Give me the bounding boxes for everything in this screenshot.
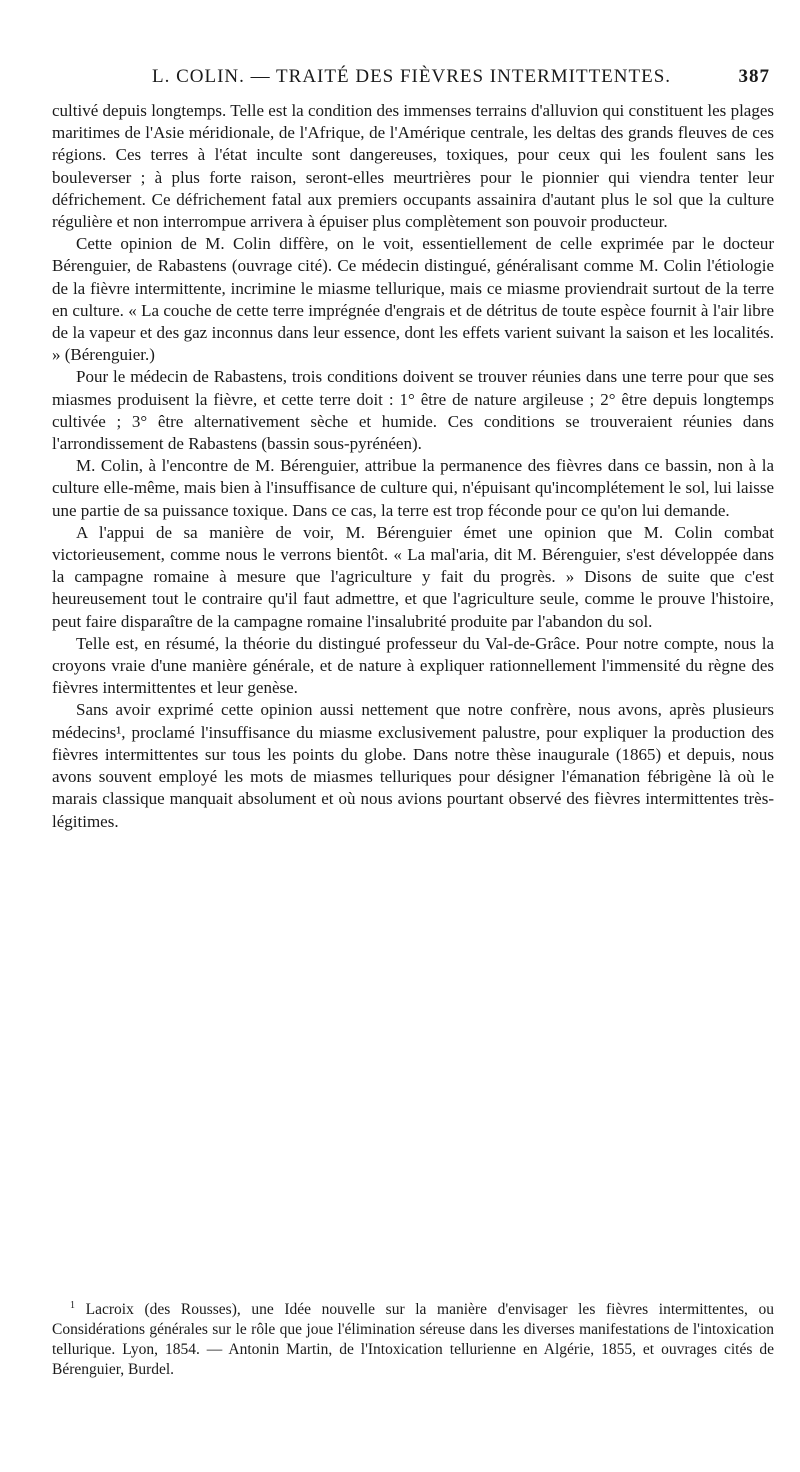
paragraph-3: Pour le médecin de Rabastens, trois conditions doivent se trouver réunies dans une terre pour que ses miasmes produisent la fièvre, et cette terre doit : 1° être de nature argileuse ; 2° être depuis longtemps cultivée ; 3° être alternativement sèche et humide. Ces conditions se trouveraient réunies dans l'arrondissement de Rabastens (bassin sous-pyrénéen). — [52, 367, 774, 454]
page-number: 387 — [738, 66, 770, 87]
footnote-paragraph — [52, 1296, 774, 1380]
footnote-text: Lacroix (des Rousses), une Idée nouvelle sur la manière d'envisager les fièvres intermittentes, ou Considérations générales sur le rôle que joue l'élimination séreuse dans les diverses manifestations de l'intoxication tellurique. Lyon, 1854. — Antonin Martin, de l'Intoxication tellurienne en Algérie, 1855, et ouvrages cités de Bérenguier, Burdel. — [52, 1301, 774, 1379]
running-header — [112, 66, 770, 96]
paragraph-6: Telle est, en résumé, la théorie du distingué professeur du Val-de-Grâce. Pour notre compte, nous la croyons vraie d'une manière générale, et de nature à expliquer rationnellement l'immensité du règne des fièvres intermittentes et leur genèse. — [52, 633, 774, 698]
paragraph-1: cultivé depuis longtemps. Telle est la condition des immenses terrains d'alluvion qui constituent les plages maritimes de l'Asie méridionale, de l'Afrique, de l'Amérique centrale, les deltas des grands fleuves de ces régions. Ces terres à l'état inculte sont dangereuses, toxiques, pour ceux qui les foulent sans les bouleverser ; à plus forte raison, seront-elles meurtrières pour le pionnier qui viendra tenter leur défrichement. Ce défrichement fatal aux premiers occupants assainira d'autant plus le sol que la culture régulière et non interrompue arrivera à épuiser plus complètement son pouvoir producteur. — [52, 101, 774, 232]
paragraph-2: Cette opinion de M. Colin diffère, on le voit, essentiellement de celle exprimée par le docteur Bérenguier, de Rabastens (ouvrage cité). Ce médecin distingué, généralisant comme M. Colin l'étiologie de la fièvre intermittente, incrimine le miasme tellurique, mais ce miasme proviendrait surtout de la terre en culture. « La couche de cette terre imprégnée d'engrais et de détritus de toute espèce fournit à l'air libre de la vapeur et des gaz inconnus dans leur essence, dont les effets varient suivant la saison et les localités. » (Bérenguier.) — [52, 234, 774, 365]
footnote-mark: 1 — [70, 1300, 75, 1311]
footnote — [52, 1296, 774, 1380]
paragraph-7: Sans avoir exprimé cette opinion aussi nettement que notre confrère, nous avons, après plusieurs médecins¹, proclamé l'insuffisance du miasme exclusivement palustre, pour expliquer la production des fièvres intermittentes sur tous les points du globe. Dans notre thèse inaugurale (1865) et depuis, nous avons souvent employé les mots de miasmes telluriques pour désigner l'émanation fébrigène là où le marais classique manquait absolument et où nous avions pourtant observé des fièvres intermittentes très-légitimes. — [52, 700, 774, 831]
running-title: L. COLIN. — TRAITÉ DES FIÈVRES INTERMITTENTES. — [152, 66, 672, 87]
paragraph-5: A l'appui de sa manière de voir, M. Bérenguier émet une opinion que M. Colin combat victorieusement, comme nous le verrons bientôt. « La mal'aria, dit M. Bérenguier, s'est développée dans la campagne romaine à mesure que l'agriculture y fait du progrès. » Disons de suite que c'est heureusement tout le contraire qu'il faut admettre, et que l'agriculture seule, comme le prouve l'histoire, peut faire disparaître de la campagne romaine l'insalubrité produite par l'abandon du sol. — [52, 522, 774, 631]
paragraph-4: M. Colin, à l'encontre de M. Bérenguier, attribue la permanence des fièvres dans ce bassin, non à la culture elle-même, mais bien à l'insuffisance de culture qui, n'épuisant qu'incomplétement le sol, lui laisse une partie de sa puissance toxique. Dans ce cas, la terre est trop féconde pour ce qu'on lui demande. — [52, 456, 774, 520]
body-text — [52, 100, 774, 833]
